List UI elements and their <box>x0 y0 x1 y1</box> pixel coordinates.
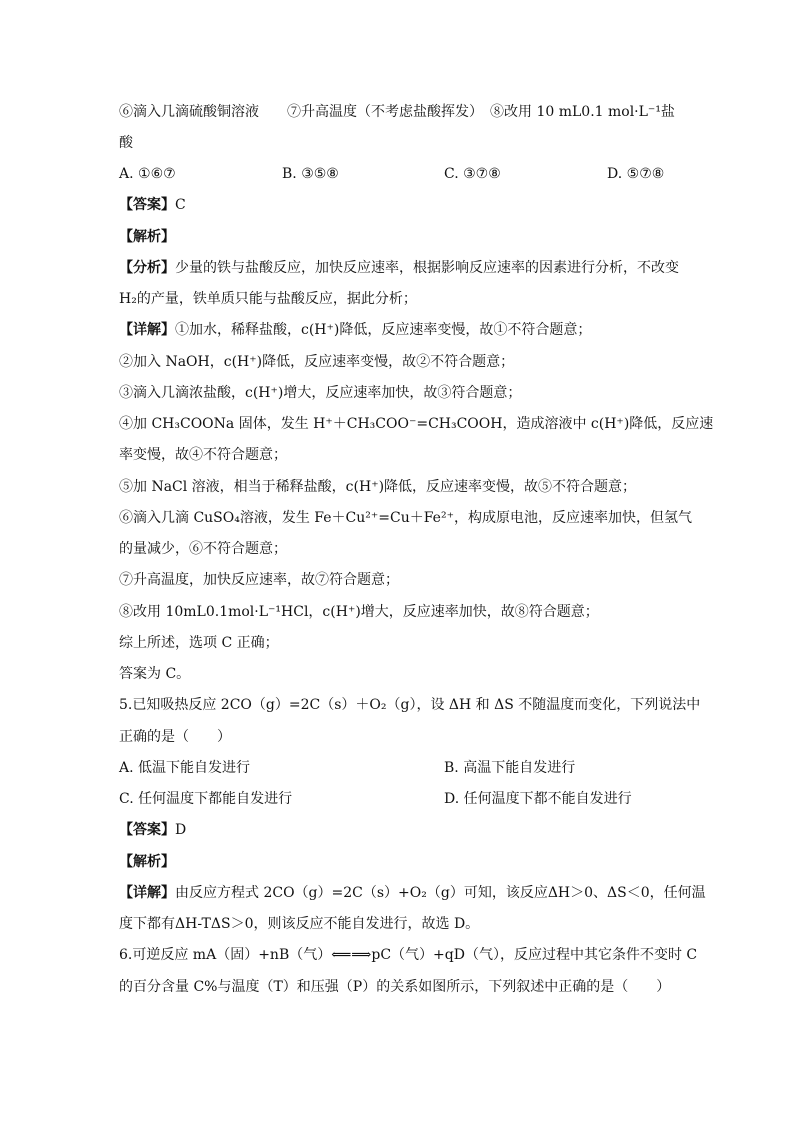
choice-text: 任何温度下都不能自发进行 <box>463 791 632 807</box>
q6-stem-cont: 的百分含量 C%与温度（T）和压强（P）的关系如图所示，下列叙述中正确的是（ ） <box>119 979 671 995</box>
q5-choice-b <box>444 758 575 778</box>
q4-choice-b <box>282 164 339 184</box>
choice-label: C. <box>444 166 459 182</box>
choice-label: A. <box>119 760 134 776</box>
q4-detail-line: ⑤加 NaCl 溶液，相当于稀释盐酸，c(H⁺)降低，反应速率变慢，故⑤不符合题意； <box>119 479 637 495</box>
choice-label: C. <box>119 791 134 807</box>
choice-text: 高温下能自发进行 <box>463 760 576 776</box>
answer-value: C <box>175 197 186 213</box>
q5-choice-a <box>119 758 250 778</box>
q4-detail-line: ③滴入几滴浓盐酸，c(H⁺)增大，反应速率加快，故③符合题意； <box>119 385 522 401</box>
q5-stem-cont: 正确的是（ ） <box>119 729 231 745</box>
choice-text: ①⑥⑦ <box>138 166 176 182</box>
choice-text: 低温下能自发进行 <box>138 760 251 776</box>
q5-choice-c <box>119 789 292 809</box>
q4-detail-line: 【详解】①加水，稀释盐酸，c(H⁺)降低，反应速率变慢，故①不符合题意； <box>119 322 592 338</box>
q4-analysis-tag: 【解析】 <box>119 229 175 245</box>
q5-detail-line: 度下都有ΔH-TΔS＞0，则该反应不能自发进行，故选 D。 <box>119 916 480 932</box>
choice-text: 任何温度下都能自发进行 <box>138 791 293 807</box>
q4-fenxi-cont: H₂的产量，铁单质只能与盐酸反应，据此分析； <box>119 291 417 307</box>
q4-detail-line: ④加 CH₃COONa 固体，发生 H⁺＋CH₃COO⁻=CH₃COOH，造成溶液中 c(H⁺)降低，反应速 <box>119 416 714 432</box>
answer-value: D <box>175 822 187 838</box>
q4-choice-c <box>444 164 501 184</box>
choice-label: D. <box>444 791 460 807</box>
q5-choice-d <box>444 789 632 809</box>
choice-label: B. <box>444 760 459 776</box>
q5-stem: 5.已知吸热反应 2CO（g）=2C（s）＋O₂（g），设 ΔH 和 ΔS 不随温度而变化，下列说法中 <box>119 697 701 713</box>
q4-choice-a <box>119 164 176 184</box>
q4-answer <box>119 195 679 215</box>
q4-detail-line: ⑥滴入几滴 CuSO₄溶液，发生 Fe＋Cu²⁺=Cu＋Fe²⁺，构成原电池，反应速率加快，但氢气 <box>119 510 692 526</box>
q4-detail-line: 的量减少，⑥不符合题意； <box>119 541 287 557</box>
q4-options-line-cont: 酸 <box>119 135 133 151</box>
q4-choice-d <box>607 164 664 184</box>
answer-tag: 【答案】 <box>119 197 175 213</box>
choice-text: ③⑦⑧ <box>463 166 501 182</box>
fenxi-text: 少量的铁与盐酸反应，加快反应速率，根据影响反应速率的因素进行分析，不改变 <box>175 260 679 276</box>
q5-answer <box>119 820 679 840</box>
choice-label: B. <box>282 166 297 182</box>
choice-label: A. <box>119 166 134 182</box>
q4-detail-line: ⑧改用 10mL0.1mol·L⁻¹HCl，c(H⁺)增大，反应速率加快，故⑧符合题意； <box>119 604 599 620</box>
q5-analysis-tag: 【解析】 <box>119 854 175 870</box>
detail-tag: 【详解】 <box>119 322 175 338</box>
answer-tag: 【答案】 <box>119 822 175 838</box>
choice-label: D. <box>607 166 623 182</box>
fenxi-tag: 【分析】 <box>119 260 175 276</box>
q4-detail-line: ②加入 NaOH，c(H⁺)降低，反应速率变慢，故②不符合题意； <box>119 354 515 370</box>
q6-stem: 6.可逆反应 mA（固）+nB（气）⟸⟹pC（气）+qD（气），反应过程中其它条件不变时 C <box>119 947 698 963</box>
choice-text: ③⑤⑧ <box>301 166 339 182</box>
q4-fenxi <box>119 258 679 278</box>
q4-detail-line: 率变慢，故④不符合题意； <box>119 447 287 463</box>
q4-detail-line: ⑦升高温度，加快反应速率，故⑦符合题意； <box>119 572 399 588</box>
q4-options-line: ⑥滴入几滴硫酸铜溶液 ⑦升高温度（不考虑盐酸挥发） ⑧改用 10 mL0.1 mol·L⁻¹盐 <box>119 104 675 120</box>
detail-tag: 【详解】 <box>119 885 175 901</box>
q4-detail-line: 答案为 C。 <box>119 666 191 682</box>
choice-text: ⑤⑦⑧ <box>626 166 665 182</box>
q4-detail-line: 综上所述，选项 C 正确； <box>119 635 279 651</box>
q5-detail-line: 【详解】由反应方程式 2CO（g）=2C（s）+O₂（g）可知，该反应ΔH＞0、ΔS＜0，任何温 <box>119 885 706 901</box>
